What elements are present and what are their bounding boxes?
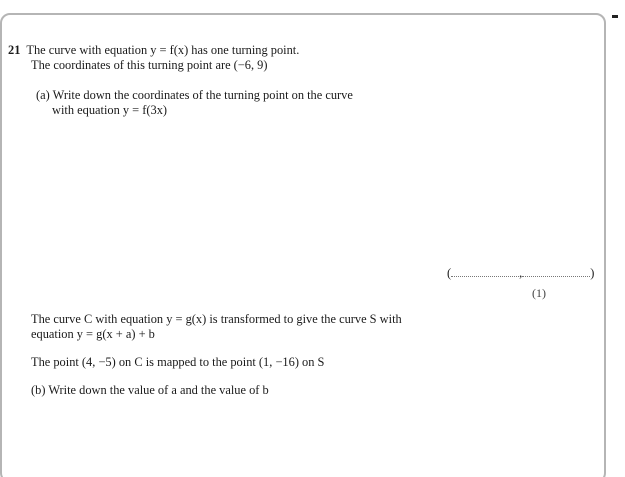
- margin-mark: [612, 15, 618, 18]
- part-b-context-line-3: [31, 355, 324, 369]
- part-a-prompt-2: with equation y = f(3x): [52, 103, 168, 117]
- part-a-marks: (1): [532, 286, 546, 300]
- question-line-2: [31, 58, 268, 72]
- question-line-1: [8, 43, 299, 57]
- part-b-context-3: The point (4, −5) on C is mapped to the point (1, −16) on S: [31, 355, 325, 369]
- part-a-answer[interactable]: [447, 266, 594, 281]
- answer-close-paren: ): [590, 266, 595, 280]
- part-b-line: [31, 383, 269, 397]
- answer-y-blank[interactable]: [522, 267, 590, 277]
- question-intro-1: The curve with equation y = f(x) has one turning point.: [26, 43, 300, 57]
- part-b-context-2: equation y = g(x + a) + b: [31, 327, 155, 341]
- answer-comma: ,: [519, 266, 523, 280]
- part-b-context-1: The curve C with equation y = g(x) is transformed to give the curve S with: [31, 312, 402, 326]
- part-a-line-1: [36, 88, 353, 102]
- part-a-line-2: [52, 103, 167, 117]
- part-a-prompt-1: (a) Write down the coordinates of the turning point on the curve: [36, 88, 353, 102]
- question-frame: [0, 13, 606, 477]
- part-b-context-line-1: [31, 312, 402, 326]
- part-b-context-line-2: [31, 327, 155, 341]
- part-b-prompt: (b) Write down the value of a and the value of b: [31, 383, 269, 397]
- question-number: 21: [8, 43, 21, 57]
- question-intro-2: The coordinates of this turning point are (−6, 9): [31, 58, 268, 72]
- answer-x-blank[interactable]: [451, 267, 519, 277]
- answer-open-paren: (: [447, 266, 452, 280]
